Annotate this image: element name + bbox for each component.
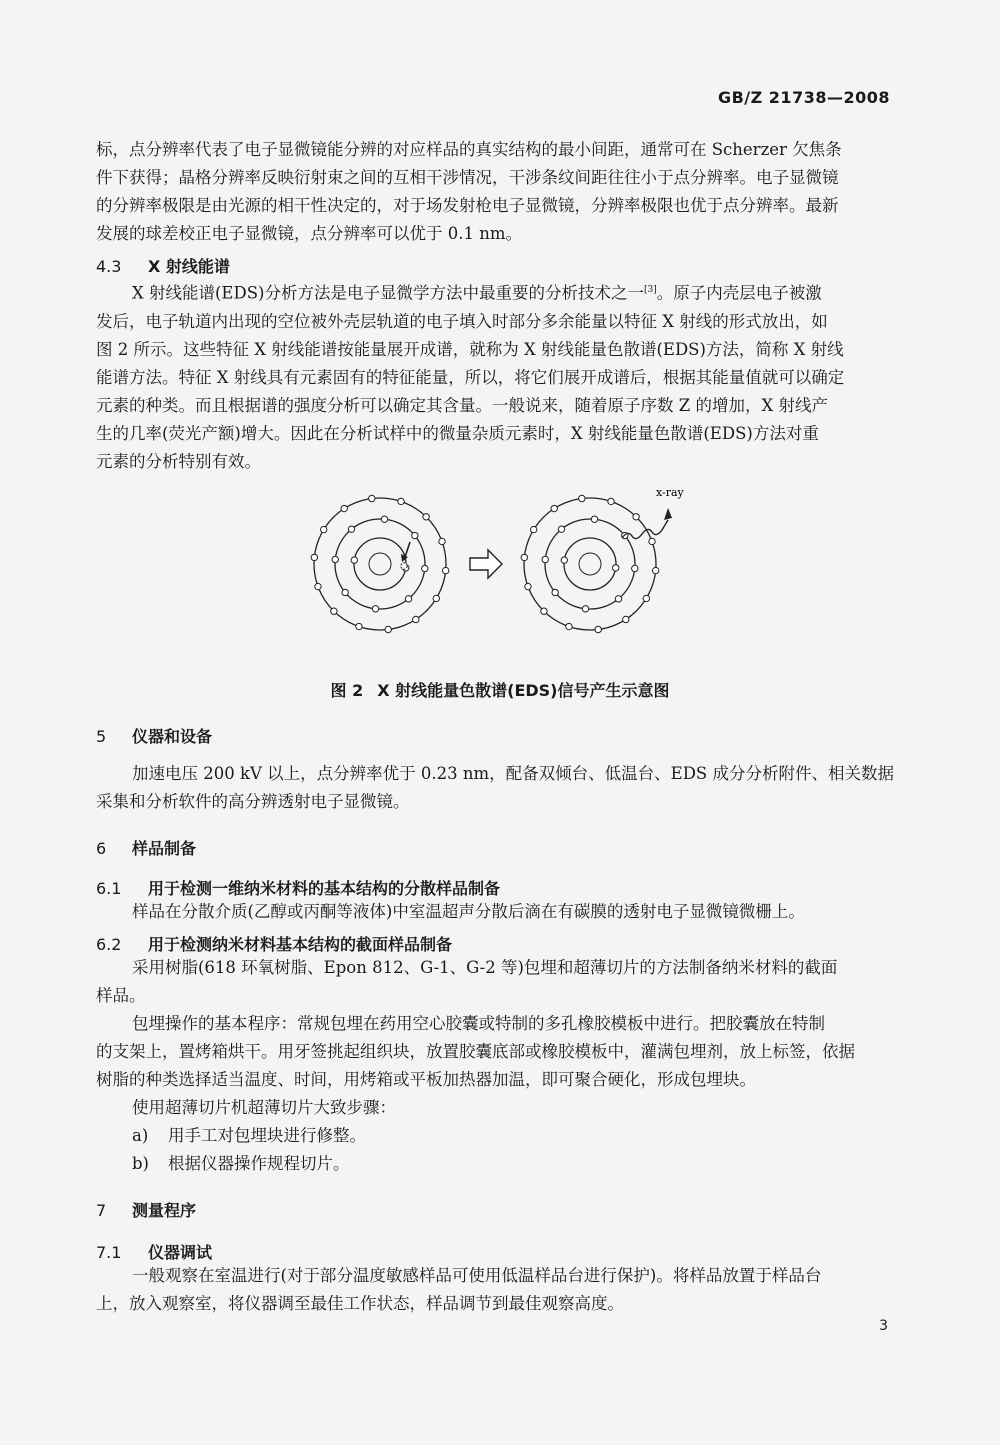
list-text: 用手工对包埋块进行修整。 bbox=[168, 1126, 366, 1145]
electron bbox=[530, 526, 536, 532]
electron bbox=[405, 596, 411, 602]
list-item bbox=[96, 1150, 908, 1178]
section-heading-6-1 bbox=[96, 876, 500, 899]
section-number: 4.3 bbox=[96, 257, 122, 276]
electron bbox=[331, 608, 337, 614]
electron-shell bbox=[354, 538, 406, 590]
section-heading-5 bbox=[96, 724, 212, 747]
atom-after-diagram bbox=[521, 495, 659, 632]
figure-caption-text: X 射线能量色散谱(EDS)信号产生示意图 bbox=[377, 681, 670, 700]
section-title: 仪器和设备 bbox=[132, 727, 213, 746]
section-title: 样品制备 bbox=[132, 839, 197, 858]
arrow-right-icon bbox=[470, 550, 502, 578]
electron bbox=[423, 514, 429, 520]
electron bbox=[652, 567, 658, 573]
electron bbox=[422, 565, 428, 571]
text-line: 树脂的种类选择适当温度、时间，用烤箱或平板加热器加温，即可聚合硬化，形成包埋块。 bbox=[96, 1070, 756, 1089]
electron bbox=[342, 589, 348, 595]
nucleus bbox=[579, 553, 601, 575]
electron bbox=[525, 583, 531, 589]
xray-wave bbox=[622, 520, 668, 539]
electron bbox=[332, 556, 338, 562]
standard-number: GB/Z 21738—2008 bbox=[717, 88, 890, 107]
text-line: 发展的球差校正电子显微镜，点分辨率可以优于 0.1 nm。 bbox=[96, 224, 523, 243]
section-number: 7 bbox=[96, 1201, 107, 1220]
section-5-body bbox=[96, 760, 908, 816]
electron bbox=[385, 626, 391, 632]
list-marker: a) bbox=[132, 1126, 149, 1145]
text-line: 件下获得；晶格分辨率反映衍射束之间的互相干涉情况，干涉条纹间距往往小于点分辨率。电子显微镜 bbox=[96, 168, 839, 187]
electron bbox=[311, 554, 317, 560]
section-heading-6-2 bbox=[96, 932, 452, 955]
section-7-1-body bbox=[96, 1262, 908, 1318]
text-line: 标，点分辨率代表了电子显微镜能分辨的对应样品的真实结构的最小间距，通常可在 Scherzer 欠焦条 bbox=[96, 140, 842, 159]
section-heading-7 bbox=[96, 1198, 196, 1221]
electron bbox=[591, 516, 597, 522]
electron bbox=[633, 514, 639, 520]
electron bbox=[561, 557, 567, 563]
text-line: 元素的种类。而且根据谱的强度分析可以确定其含量。一般说来，随着原子序数 Z 的增加，X 射线产 bbox=[96, 395, 828, 415]
electron bbox=[412, 532, 418, 538]
electron bbox=[552, 589, 558, 595]
nucleus bbox=[369, 553, 391, 575]
text-line: 生的几率(荧光产额)增大。因此在分析试样中的微量杂质元素时，X 射线能量色散谱(EDS)方法对重 bbox=[96, 423, 819, 443]
figure-number: 图 2 bbox=[330, 681, 364, 700]
text-line: 的支架上，置烤箱烘干。用牙签挑起组织块，放置胶囊底部或橡胶模板中，灌满包埋剂，放上标签，依据 bbox=[96, 1042, 855, 1061]
page-number: 3 bbox=[879, 1318, 888, 1334]
section-title: 测量程序 bbox=[132, 1201, 197, 1220]
electron-shell bbox=[564, 538, 616, 590]
text-line: 包埋操作的基本程序：常规包埋在药用空心胶囊或特制的多孔橡胶模板中进行。把胶囊放在特制 bbox=[132, 1014, 825, 1033]
text-line: 采用树脂(618 环氧树脂、Epon 812、G-1、G-2 等)包埋和超薄切片的方法制备纳米材料的截面 bbox=[132, 958, 838, 977]
section-title: 仪器调试 bbox=[148, 1243, 213, 1262]
electron bbox=[442, 567, 448, 573]
electron bbox=[595, 626, 601, 632]
electron bbox=[320, 526, 326, 532]
text-line: 上，放入观察室，将仪器调至最佳工作状态，样品调节到最佳观察高度。 bbox=[96, 1294, 624, 1313]
text-line: 样品在分散介质(乙醇或丙酮等液体)中室温超声分散后滴在有碳膜的透射电子显微镜微栅上。 bbox=[132, 902, 805, 921]
intro-paragraph bbox=[96, 136, 908, 248]
electron bbox=[608, 498, 614, 504]
reference-mark: [3] bbox=[643, 285, 657, 295]
section-title: 用于检测纳米材料基本结构的截面样品制备 bbox=[148, 935, 453, 954]
electron bbox=[348, 526, 354, 532]
electron bbox=[521, 554, 527, 560]
section-number: 6.1 bbox=[96, 879, 122, 898]
electron bbox=[433, 595, 439, 601]
electron bbox=[643, 595, 649, 601]
section-number: 5 bbox=[96, 727, 107, 746]
electron-shell bbox=[335, 519, 425, 609]
electron bbox=[341, 505, 347, 511]
electron bbox=[413, 616, 419, 622]
text-line: 发后，电子轨道内出现的空位被外壳层轨道的电子填入时部分多余能量以特征 X 射线的形式放出，如 bbox=[96, 311, 828, 331]
electron bbox=[369, 495, 375, 501]
electron bbox=[566, 623, 572, 629]
section-number: 6 bbox=[96, 839, 107, 858]
text-fragment: X 射线能谱(EDS)分析方法是电子显微学方法中最重要的分析技术之一 bbox=[132, 283, 644, 303]
text-line: 一般观察在室温进行(对于部分温度敏感样品可使用低温样品台进行保护)。将样品放置于样品台 bbox=[132, 1266, 822, 1285]
text-line: 采集和分析软件的高分辨透射电子显微镜。 bbox=[96, 792, 410, 811]
list-text: 根据仪器操作规程切片。 bbox=[168, 1154, 350, 1173]
electron bbox=[542, 556, 548, 562]
electron bbox=[558, 526, 564, 532]
electron bbox=[381, 516, 387, 522]
electron bbox=[398, 498, 404, 504]
atom-before-diagram bbox=[311, 495, 449, 632]
section-heading-7-1 bbox=[96, 1240, 212, 1263]
electron bbox=[582, 606, 588, 612]
text-line: 能谱方法。特征 X 射线具有元素固有的特征能量，所以，将它们展开成谱后，根据其能量值就可以确定 bbox=[96, 367, 845, 387]
section-number: 6.2 bbox=[96, 935, 122, 954]
xray-arrowhead bbox=[664, 508, 672, 520]
text-line: 加速电压 200 kV 以上，点分辨率优于 0.23 nm，配备双倾台、低温台、EDS 成分分析附件、相关数据 bbox=[132, 764, 894, 783]
text-line: 样品。 bbox=[96, 986, 146, 1005]
section-title: 用于检测一维纳米材料的基本结构的分散样品制备 bbox=[148, 879, 501, 898]
electron bbox=[632, 565, 638, 571]
list-item bbox=[96, 1122, 908, 1150]
electron bbox=[649, 538, 655, 544]
section-title: X 射线能谱 bbox=[148, 257, 230, 276]
electron bbox=[579, 495, 585, 501]
list-marker: b) bbox=[132, 1154, 149, 1173]
electron bbox=[372, 606, 378, 612]
section-heading-6 bbox=[96, 836, 196, 859]
electron bbox=[541, 608, 547, 614]
electron bbox=[615, 596, 621, 602]
section-4-3-body bbox=[96, 276, 908, 476]
electron bbox=[623, 616, 629, 622]
text-fragment: 。原子内壳层电子被激 bbox=[656, 283, 822, 303]
electron bbox=[613, 565, 619, 571]
text-line: 的分辨率极限是由光源的相干性决定的，对于场发射枪电子显微镜，分辨率极限也优于点分辨率。最新 bbox=[96, 196, 839, 215]
eds-schematic-figure bbox=[300, 478, 720, 668]
figure-caption bbox=[0, 678, 1000, 701]
text-line: 元素的分析特别有效。 bbox=[96, 451, 261, 471]
section-6-2-body bbox=[96, 954, 908, 1178]
electron bbox=[356, 623, 362, 629]
section-heading-4-3 bbox=[96, 254, 230, 277]
text-line: 图 2 所示。这些特征 X 射线能谱按能量展开成谱，就称为 X 射线能量色散谱(EDS)方法，简称 X 射线 bbox=[96, 339, 844, 359]
vacancy bbox=[401, 563, 407, 569]
text-line bbox=[96, 276, 908, 308]
xray-label: x-ray bbox=[656, 486, 684, 499]
text-line: 使用超薄切片机超薄切片大致步骤： bbox=[132, 1098, 396, 1117]
section-6-1-body bbox=[96, 898, 908, 926]
electron-shell bbox=[545, 519, 635, 609]
section-number: 7.1 bbox=[96, 1243, 122, 1262]
electron bbox=[439, 538, 445, 544]
electron bbox=[315, 583, 321, 589]
electron bbox=[351, 557, 357, 563]
electron bbox=[551, 505, 557, 511]
